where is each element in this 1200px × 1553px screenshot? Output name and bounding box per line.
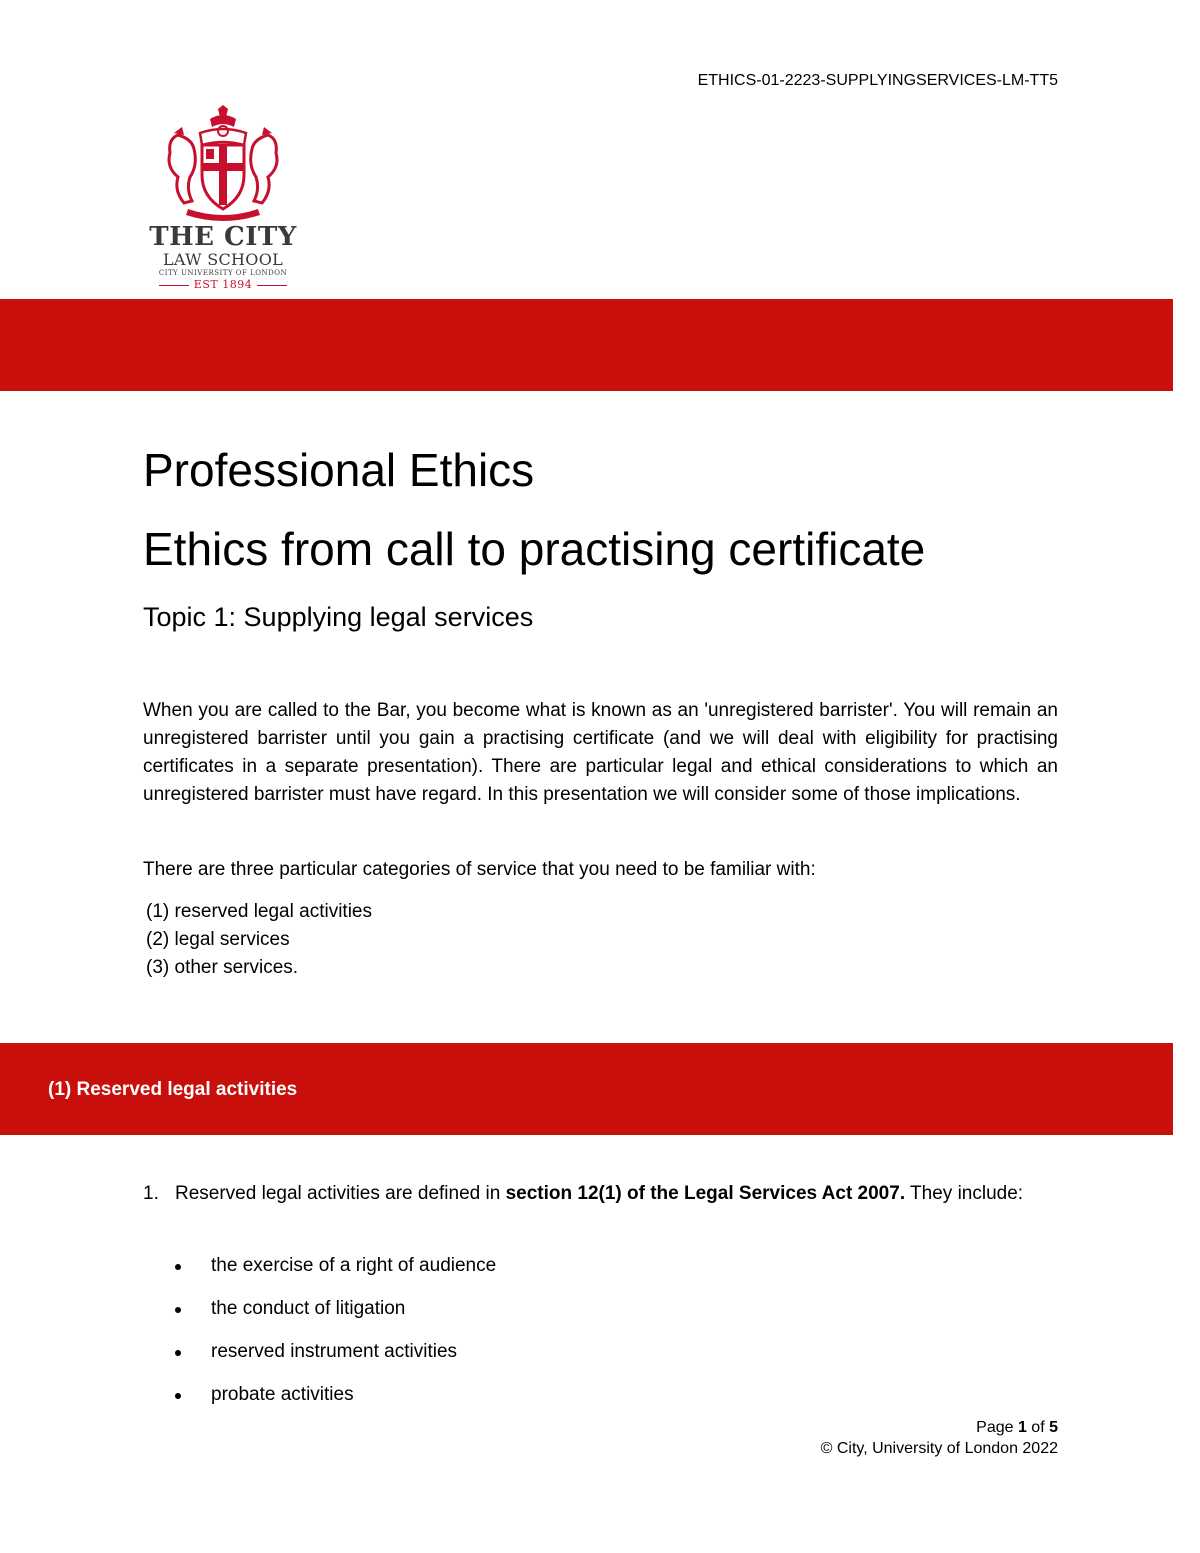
topic-subtitle: Topic 1: Supplying legal services bbox=[143, 602, 534, 632]
city-law-school-logo bbox=[148, 105, 298, 295]
coat-of-arms-icon bbox=[148, 105, 298, 221]
list-item: (1) reserved legal activities bbox=[146, 901, 372, 922]
logo-est: EST 1894 bbox=[148, 278, 298, 292]
document-code: ETHICS-01-2223-SUPPLYINGSERVICES-LM-TT5 bbox=[697, 72, 1058, 89]
section-heading: (1) Reserved legal activities bbox=[48, 1079, 298, 1100]
list-item: the exercise of a right of audience bbox=[175, 1252, 496, 1295]
header-banner bbox=[0, 299, 1173, 391]
categories-intro: There are three particular categories of service that you need to be familiar with: bbox=[143, 859, 816, 880]
bullet-icon bbox=[175, 1350, 181, 1356]
page-title: Professional Ethics bbox=[143, 444, 535, 496]
page-secondary-title: Ethics from call to practising certificate bbox=[143, 523, 926, 575]
item-text: Reserved legal activities are defined in section 12(1) of the Legal Services Act 2007. They include: bbox=[175, 1183, 1024, 1204]
logo-line-the-city: THE CITY bbox=[149, 222, 297, 252]
reserved-activities-list bbox=[175, 1252, 496, 1424]
logo-line-law-school: LAW SCHOOL bbox=[162, 250, 284, 269]
list-item: reserved instrument activities bbox=[175, 1338, 496, 1381]
list-item: (2) legal services bbox=[146, 929, 290, 950]
list-item: probate activities bbox=[175, 1381, 496, 1424]
act-reference: section 12(1) of the Legal Services Act 2007. bbox=[505, 1183, 906, 1204]
copyright: © City, University of London 2022 bbox=[820, 1440, 1058, 1457]
bullet-icon bbox=[175, 1307, 181, 1313]
item-number: 1. bbox=[143, 1183, 159, 1204]
logo-line-university: CITY UNIVERSITY OF LONDON bbox=[158, 269, 288, 277]
page-footer bbox=[821, 1417, 1058, 1459]
categories-list bbox=[143, 898, 372, 982]
intro-paragraph: When you are called to the Bar, you become what is known as an 'unregistered barrister'. You will remain an unregistered barrister until you gain a practising certificate (and we will deal with eligibility for practising certificates in a separate presentation). There are particular legal and ethical considerations to which an unregistered barrister must have regard. In this presentation we will consider some of those implications. bbox=[143, 700, 1058, 805]
list-item: (3) other services. bbox=[146, 957, 299, 978]
bullet-icon bbox=[175, 1264, 181, 1270]
bullet-icon bbox=[175, 1393, 181, 1399]
list-item: the conduct of litigation bbox=[175, 1295, 496, 1338]
page-number: Page 1 of 5 bbox=[976, 1419, 1058, 1436]
